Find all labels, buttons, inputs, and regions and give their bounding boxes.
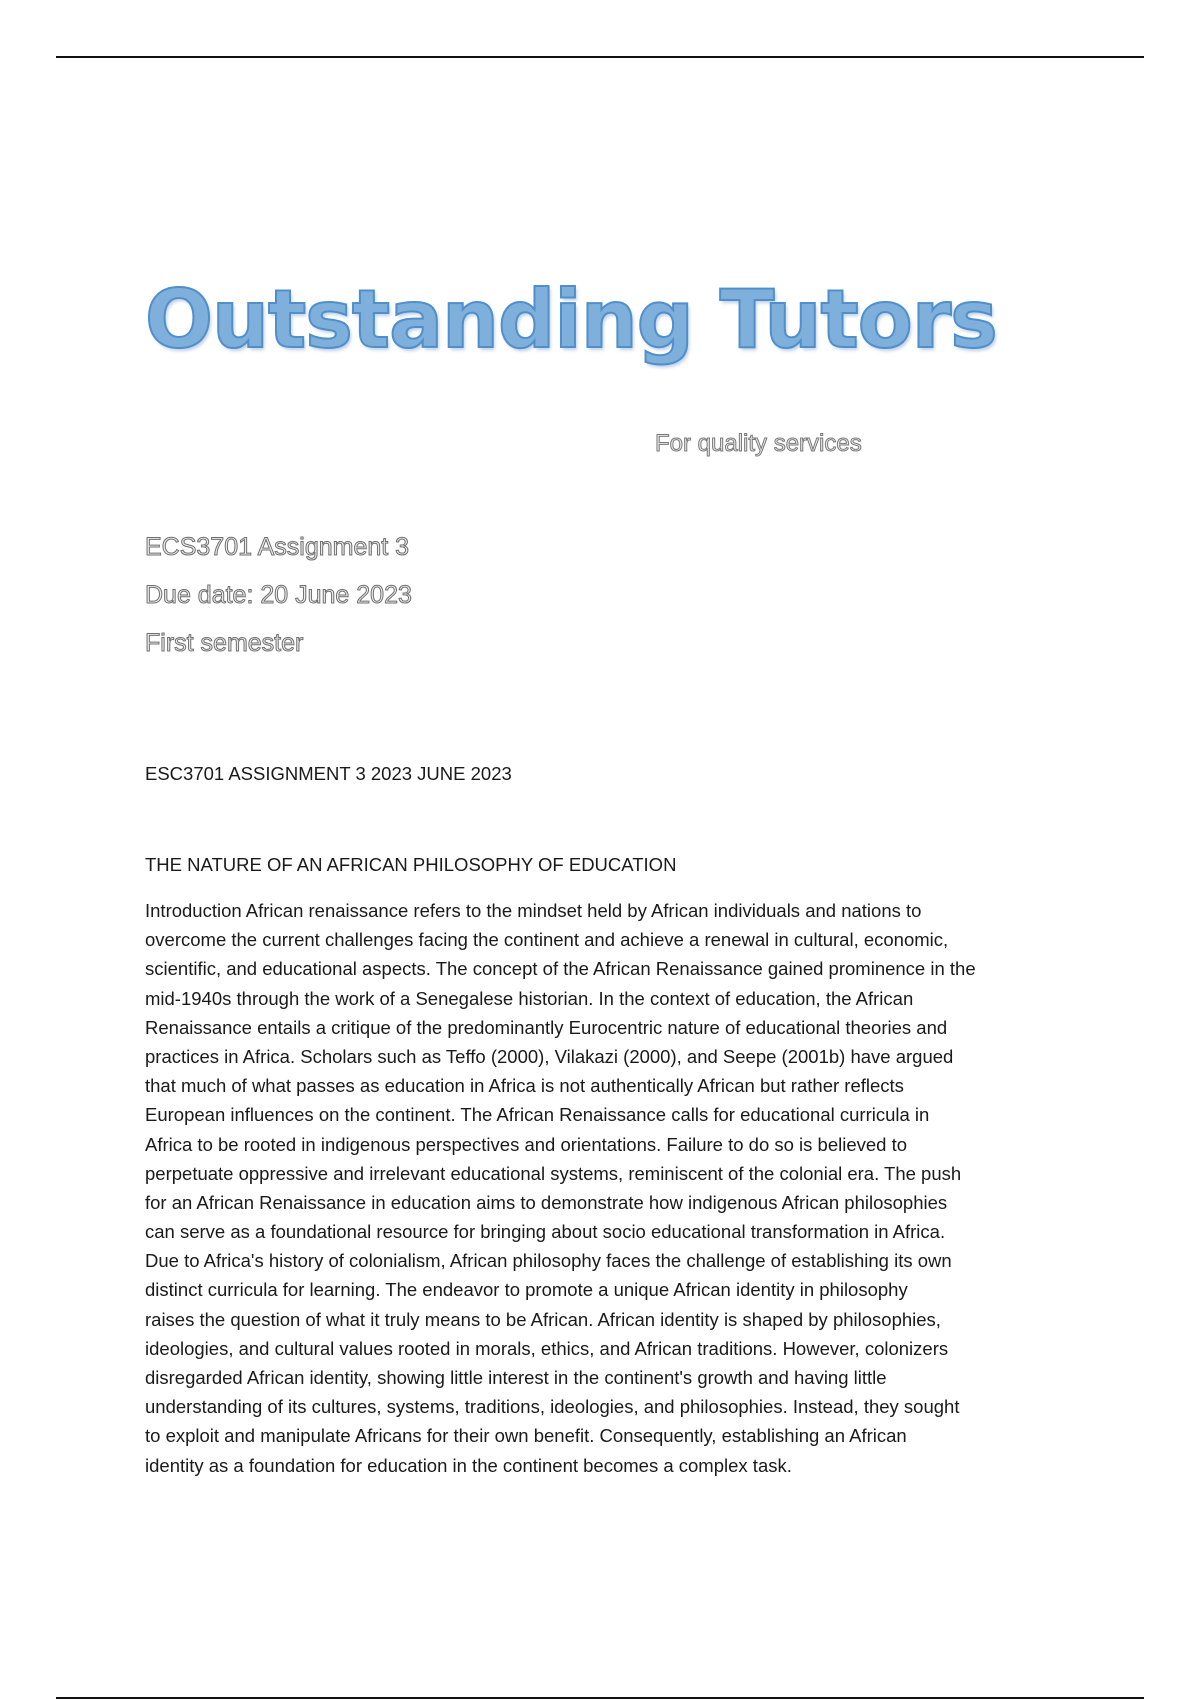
body-line: perpetuate oppressive and irrelevant educational systems, reminiscent of the colonial era. The push (145, 1162, 962, 1184)
top-rule (56, 56, 1144, 58)
brand-logo (145, 273, 1045, 457)
body-line: overcome the current challenges facing the continent and achieve a renewal in cultural, economic, (145, 929, 949, 951)
body-line: scientific, and educational aspects. The concept of the African Renaissance gained prominence in the (145, 958, 976, 980)
body-paragraph (145, 896, 1060, 1480)
body-line: that much of what passes as education in Africa is not authentically African but rather reflects (145, 1075, 904, 1097)
semester: First semester (145, 629, 304, 657)
body-line: can serve as a foundational resource for bringing about socio educational transformation in Africa. (145, 1221, 946, 1243)
body-line: Africa to be rooted in indigenous perspectives and orientations. Failure to do so is believed to (145, 1133, 908, 1155)
body-line: Introduction African renaissance refers to the mindset held by African individuals and nations to (145, 900, 922, 921)
body-line: Renaissance entails a critique of the predominantly Eurocentric nature of educational theories and (145, 1016, 948, 1038)
brand-tagline: For quality services (655, 430, 862, 457)
body-line: raises the question of what it truly means to be African. African identity is shaped by philosophies, (145, 1308, 941, 1330)
body-line: ideologies, and cultural values rooted in morals, ethics, and African traditions. However, colonizers (145, 1337, 949, 1359)
body-line: for an African Renaissance in education aims to demonstrate how indigenous African philosophies (145, 1191, 948, 1213)
body-line: mid-1940s through the work of a Senegalese historian. In the context of education, the African (145, 987, 914, 1009)
document-heading: ESC3701 ASSIGNMENT 3 2023 JUNE 2023 (145, 763, 512, 784)
body-line: Due to Africa's history of colonialism, African philosophy faces the challenge of establishing its own (145, 1250, 952, 1272)
brand-title: Outstanding Tutors (145, 273, 997, 366)
body-line: practices in Africa. Scholars such as Teffo (2000), Vilakazi (2000), and Seepe (2001b) have argued (145, 1045, 954, 1067)
body-line: understanding of its cultures, systems, traditions, ideologies, and philosophies. Instead, they sought (145, 1396, 960, 1418)
body-line: European influences on the continent. The African Renaissance calls for educational curricula in (145, 1104, 930, 1126)
body-line: identity as a foundation for education in the continent becomes a complex task. (145, 1454, 792, 1476)
body-line: distinct curricula for learning. The endeavor to promote a unique African identity in philosophy (145, 1279, 908, 1301)
due-date: Due date: 20 June 2023 (145, 581, 412, 609)
bottom-rule (56, 1697, 1144, 1699)
body-line: disregarded African identity, showing little interest in the continent's growth and having little (145, 1367, 887, 1388)
assignment-meta (145, 523, 412, 667)
section-title: THE NATURE OF AN AFRICAN PHILOSOPHY OF EDUCATION (145, 854, 677, 875)
body-line: to exploit and manipulate Africans for their own benefit. Consequently, establishing an African (145, 1425, 907, 1447)
course-code: ECS3701 Assignment 3 (145, 533, 410, 561)
